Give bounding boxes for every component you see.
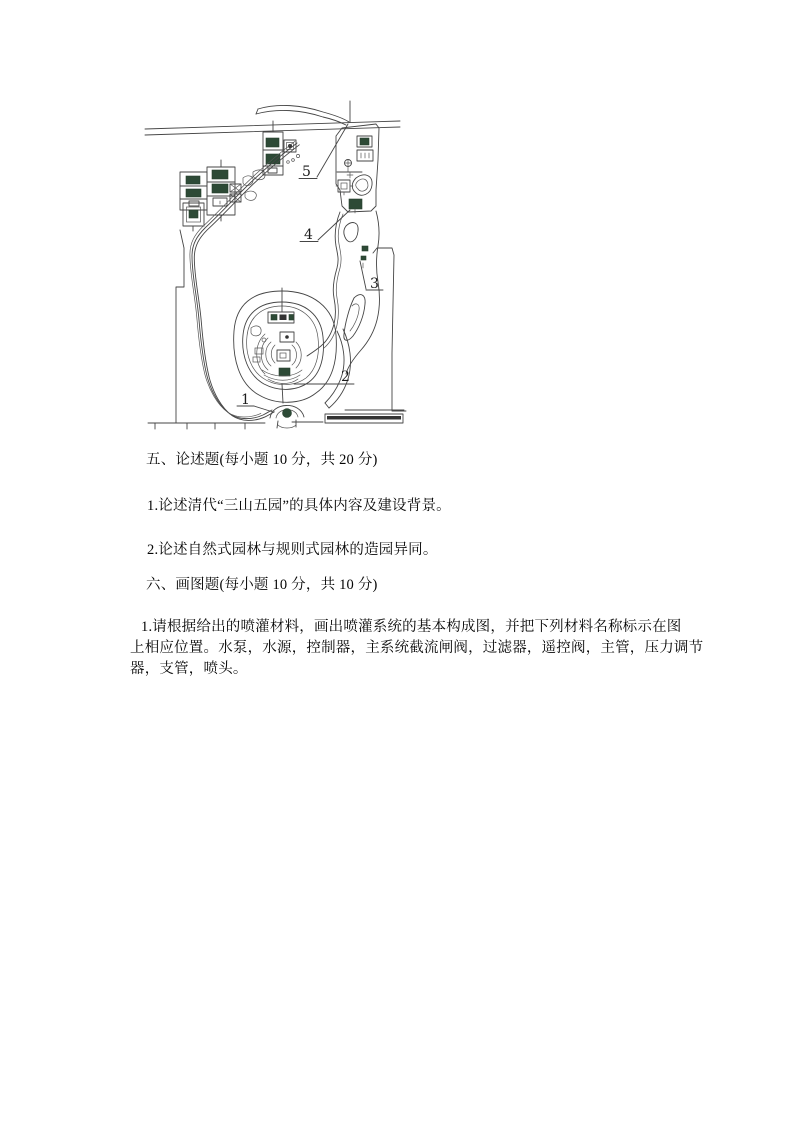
site-boundary: [148, 230, 406, 429]
question5-item1: 1.论述清代“三山五园”的具体内容及建设背景。: [147, 498, 451, 514]
map-label-1: 1: [241, 392, 250, 408]
top-road: [145, 121, 400, 135]
northeast-enclosure: [336, 124, 379, 213]
figure-labels: [237, 124, 383, 412]
map-label-3: 3: [370, 276, 379, 292]
question5-heading: 五、论述题(每小题 10 分，共 20 分): [146, 452, 378, 468]
question5-item2: 2.论述自然式园林与规则式园林的造园异同。: [147, 542, 438, 558]
top-stream: [256, 101, 350, 125]
question6-item1-line1: 1.请根据给出的喷灌材料，画出喷灌系统的基本构成图，并把下列材料名称标示在图: [141, 619, 682, 635]
central-hill: [234, 288, 351, 408]
west-stream-path: [190, 141, 299, 420]
question6-item1-line3: 器，支管，喷头。: [130, 661, 248, 677]
map-label-4: 4: [304, 227, 313, 243]
south-entrance: [270, 405, 304, 428]
question6-heading: 六、画图题(每小题 10 分，共 10 分): [146, 577, 378, 593]
map-label-2: 2: [341, 369, 350, 385]
garden-plan-figure: [140, 98, 434, 440]
west-courtyards: [180, 121, 300, 231]
question6-item1-line2: 上相应位置。水泵，水源，控制器，主系统截流闸阀，过滤器，遥控阀，主管，压力调节: [130, 640, 704, 656]
map-label-5: 5: [302, 164, 311, 180]
garden-plan-drawing: [140, 98, 434, 440]
bottom-road-bar: [325, 410, 404, 423]
